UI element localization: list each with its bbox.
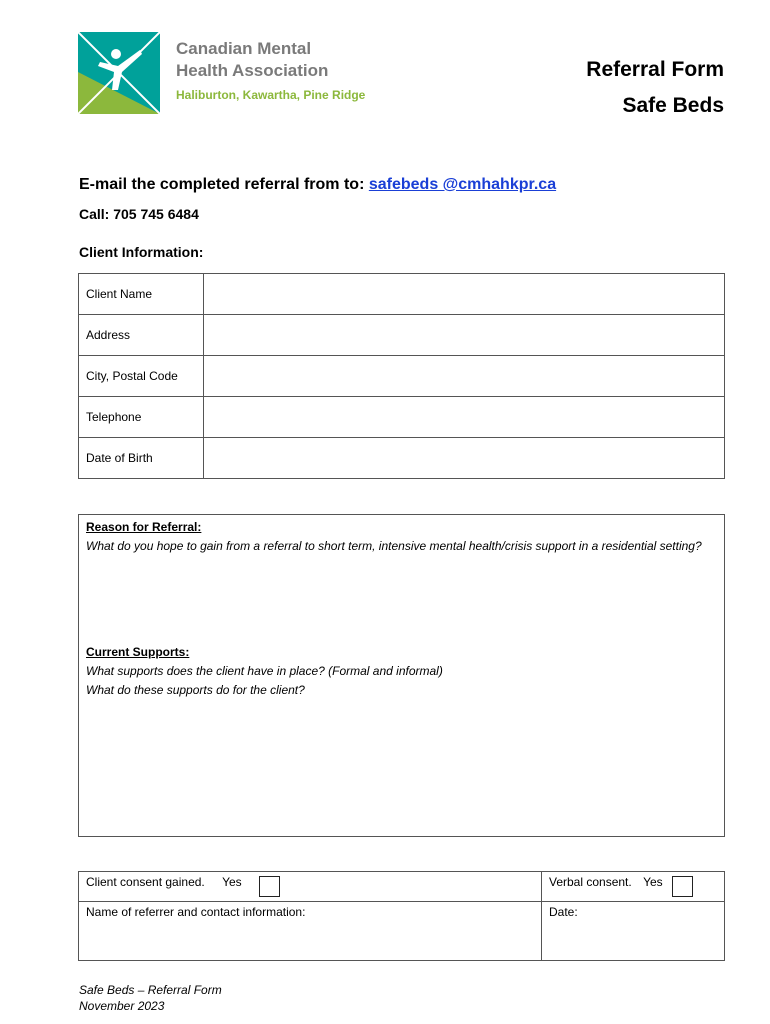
org-name-line1: Canadian Mental [176, 39, 312, 58]
telephone-label: Telephone [79, 397, 204, 438]
city-postal-label: City, Postal Code [79, 356, 204, 397]
verbal-consent-yes-label: Yes [643, 875, 663, 889]
dob-field[interactable] [204, 438, 725, 479]
address-field[interactable] [204, 315, 725, 356]
referrer-label: Name of referrer and contact information: [86, 905, 306, 919]
table-row [79, 274, 725, 315]
referral-details-box[interactable] [78, 514, 725, 837]
client-info-table [78, 273, 725, 479]
client-name-field[interactable] [204, 274, 725, 315]
table-row [79, 438, 725, 479]
referrer-cell[interactable] [79, 902, 542, 961]
table-row [79, 356, 725, 397]
telephone-field[interactable] [204, 397, 725, 438]
client-consent-label: Client consent gained. [86, 875, 205, 889]
table-row [79, 872, 725, 902]
client-consent-yes-label: Yes [222, 875, 242, 889]
footer-line1: Safe Beds – Referral Form [79, 983, 222, 997]
client-name-label: Client Name [79, 274, 204, 315]
email-link[interactable]: safebeds @cmhahkpr.ca [368, 176, 557, 193]
verbal-consent-checkbox[interactable] [672, 876, 693, 897]
verbal-consent-label: Verbal consent. [549, 875, 632, 889]
email-prefix: E-mail the completed referral from to: [79, 176, 369, 193]
client-consent-cell [79, 872, 542, 902]
supports-question-2: What do these supports do for the client? [86, 683, 305, 697]
client-consent-checkbox[interactable] [259, 876, 280, 897]
table-row [79, 315, 725, 356]
org-region: Haliburton, Kawartha, Pine Ridge [176, 88, 366, 102]
reason-heading: Reason for Referral: [86, 520, 202, 534]
address-label: Address [79, 315, 204, 356]
organization-name [176, 38, 365, 104]
table-row [79, 902, 725, 961]
title-line2: Safe Beds [622, 94, 724, 117]
city-postal-field[interactable] [204, 356, 725, 397]
table-row [79, 397, 725, 438]
title-line1: Referral Form [586, 58, 724, 81]
date-label: Date: [549, 905, 578, 919]
call-number: Call: 705 745 6484 [79, 206, 199, 222]
supports-question-1: What supports does the client have in place? (Formal and informal) [86, 664, 443, 678]
supports-heading: Current Supports: [86, 645, 190, 659]
client-info-heading: Client Information: [79, 244, 204, 260]
reason-question: What do you hope to gain from a referral to short term, intensive mental health/crisis support in a residential setting? [86, 539, 702, 553]
dob-label: Date of Birth [79, 438, 204, 479]
verbal-consent-cell [542, 872, 725, 902]
consent-table [78, 871, 725, 961]
footer-line2: November 2023 [79, 999, 165, 1013]
date-cell[interactable] [542, 902, 725, 961]
supports-section [86, 643, 443, 700]
footer [79, 982, 222, 1014]
reason-section [86, 518, 706, 556]
email-instruction [79, 176, 556, 194]
document-title [586, 52, 724, 124]
cmha-logo-icon [78, 32, 160, 114]
org-name-line2: Health Association [176, 61, 329, 80]
